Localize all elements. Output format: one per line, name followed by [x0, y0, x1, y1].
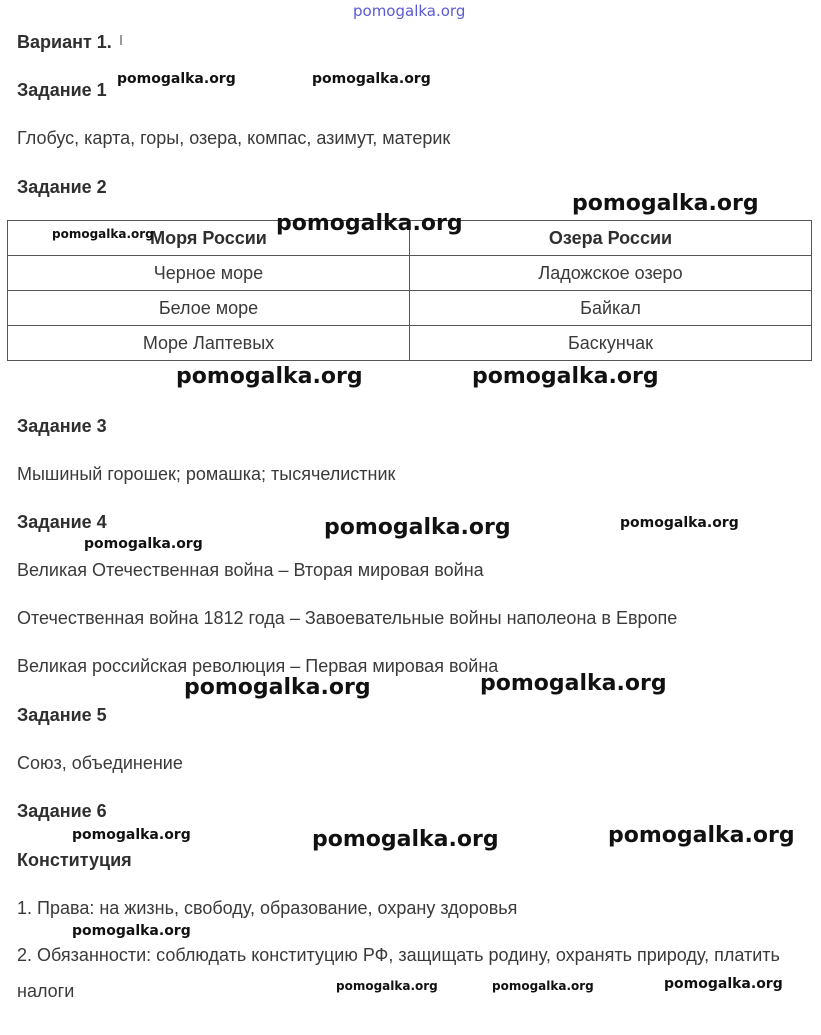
watermark: pomogalka.org [117, 71, 236, 87]
task5-answer: Союз, объединение [17, 753, 183, 773]
watermark: pomogalka.org [480, 671, 667, 696]
watermark: pomogalka.org [336, 979, 438, 993]
task1-answer: Глобус, карта, горы, озера, компас, азимут, материк [17, 128, 451, 148]
watermark: pomogalka.org [312, 71, 431, 87]
watermark: pomogalka.org [72, 827, 191, 843]
watermark: pomogalka.org [324, 515, 511, 540]
task6-item-2: 2. Обязанности: соблюдать конституцию РФ, защищать родину, охранять природу, платить налоги [17, 945, 780, 1001]
watermark: pomogalka.org [52, 227, 154, 241]
watermark: pomogalka.org [84, 536, 203, 552]
task6-subheading: Конституция [17, 850, 132, 870]
table-cell: Море Лаптевых [8, 326, 410, 361]
watermark: pomogalka.org [572, 191, 759, 216]
watermark: pomogalka.org [664, 976, 783, 992]
table-cell: Байкал [410, 291, 812, 326]
table-row [8, 291, 812, 326]
watermark: pomogalka.org [176, 364, 363, 389]
table-header-lakes: Озера России [410, 221, 812, 256]
task4-heading: Задание 4 [17, 512, 107, 532]
task1-heading: Задание 1 [17, 80, 107, 100]
watermark: pomogalka.org [472, 364, 659, 389]
variant-title: Вариант 1. [17, 32, 122, 53]
table-row [8, 256, 812, 291]
watermark: pomogalka.org [72, 923, 191, 939]
table-header-seas: Моря России [8, 221, 410, 256]
watermark: pomogalka.org [492, 979, 594, 993]
watermark: pomogalka.org [184, 675, 371, 700]
task4-line-1: Великая Отечественная война – Вторая мировая война [17, 560, 484, 580]
table-cell: Белое море [8, 291, 410, 326]
task6-item-1: 1. Права: на жизнь, свободу, образование, охрану здоровья [17, 898, 518, 918]
watermark: pomogalka.org [353, 2, 466, 20]
task3-heading: Задание 3 [17, 416, 107, 436]
stray-mark [120, 35, 122, 45]
task2-heading: Задание 2 [17, 177, 107, 197]
task3-answer: Мышиный горошек; ромашка; тысячелистник [17, 464, 396, 484]
table-row [8, 326, 812, 361]
watermark: pomogalka.org [312, 827, 499, 852]
task4-line-3: Великая российская революция – Первая мировая война [17, 656, 499, 676]
table-cell: Ладожское озеро [410, 256, 812, 291]
task6-heading: Задание 6 [17, 801, 107, 821]
table-cell: Черное море [8, 256, 410, 291]
watermark: pomogalka.org [620, 515, 739, 531]
task4-line-2: Отечественная война 1812 года – Завоевательные войны наполеона в Европе [17, 608, 678, 628]
watermark: pomogalka.org [608, 823, 795, 848]
table-cell: Баскунчак [410, 326, 812, 361]
watermark: pomogalka.org [276, 211, 463, 236]
task5-heading: Задание 5 [17, 705, 107, 725]
seas-lakes-table [7, 220, 812, 361]
